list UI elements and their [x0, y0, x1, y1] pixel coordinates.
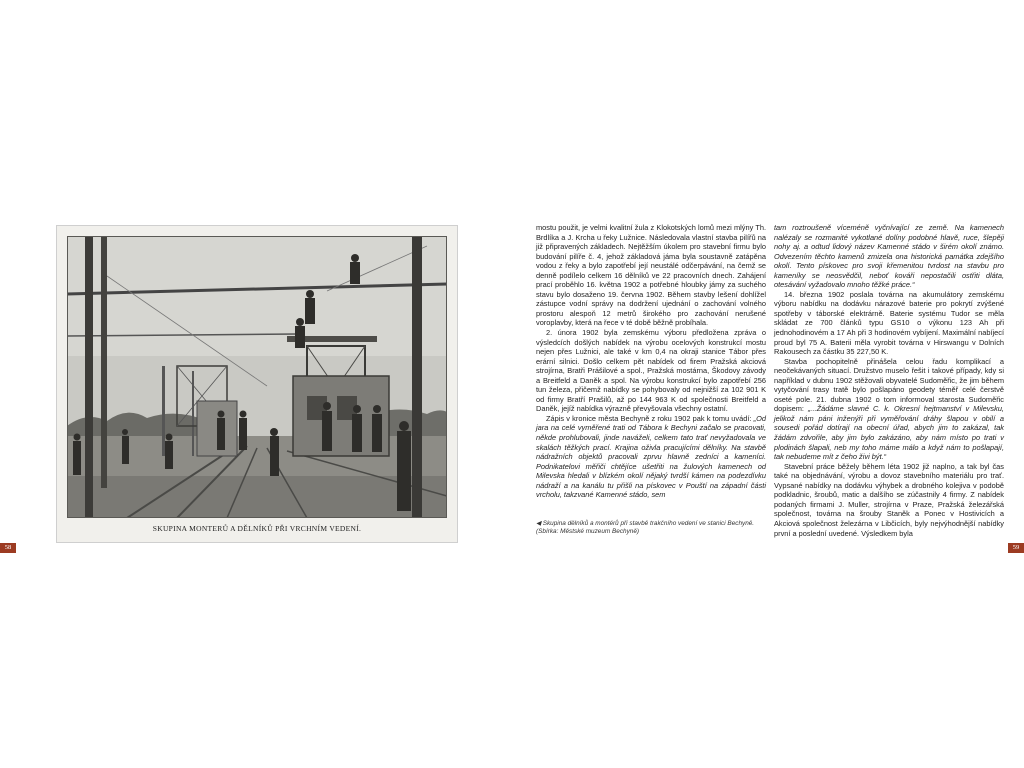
paragraph: mostu použit, je velmi kvalitní žula z Klokotských lomů mezi mlýny Th. Brdlíka a J. Krcha u řeky Lužnice. Následovala vlastní stavba pilířů na již připravených základech. Nejtěžším úkolem pro stavební firmu bylo budování pilíře č. 4, jehož základová jáma byla soustavně zatápěna vodou z řeky a bylo zapotřebí její neustálé odčerpávání, na čemž se denně podílelo celkem 16 dělníků ve 22 pracovních dnech. Zahájení prací proběhlo 16. května 1902 a potřebné hloubky jámy za suchého stavu bylo dosaženo 19. června 1902. Během stavby lešení dohlížel zástupce vodní správy na dodržení ujednání o zachování volného prostoru alespoň 12 metrů širokého pro zachování nerušené voroplavby, která na řece v té době běžně probíhala. [536, 223, 766, 328]
photo-caption: SKUPINA MONTERŮ A DĚLNÍKŮ PŘI VRCHNÍM VEDENÍ. [152, 524, 362, 533]
left-arrow-icon: ◀ [536, 520, 541, 527]
paragraph [536, 414, 766, 500]
chronicle-quote: „Od jara na celé vyměřené trati od Tábora k Bechyni začalo se pracovati, někde prohlubovali, jinde naváželi, celkem tato trať nevyžadovala ve skalách těžkých prací. Krajina oživla pracujícími dělníky. Na stavbě nádražních objektů pracovali zprvu hlavně zedníci a kameníci. Podnikatelovi měřiči chtějíce ušetřiti na žulových kamenech od Milevska hledali v blízkém okolí nějaký tvrdší kámen na podezdívku nádraží a na kanálu tu přišli na pískovec v Pouští na západní části vrcholu, takzvané Kamenné stádo, sem [536, 413, 766, 500]
paragraph-intro: Stavba pochopitelně přinášela celou řadu komplikací a neočekávaných situací. Družstvo muselo řešit i takové případy, kdy si například v dubnu 1902 stěžovali obyvatelé Sudoměřic, že jim během vytyčování trasy tratě bylo pošlapáno geodety téměř celé čerstvě oseté pole. 21. dubna 1902 o tom informoval starosta Sudoměřic dopisem: [774, 356, 1004, 414]
page-number-left: 58 [0, 543, 16, 553]
photo-note [536, 520, 766, 536]
photo-plate [56, 225, 458, 543]
paragraph-intro: Zápis v kronice města Bechyně z roku 1902 pak k tomu uvádí: [546, 413, 752, 423]
page-number-right: 59 [1008, 543, 1024, 553]
letter-quote: „...Žádáme slavné C. k. Okresní hejtmanství v Milevsku, jelikož nám páni inženýři při vyměřování dráhy šlapou v obilí a sousedi pořád dotírají na obecní úřad, abych jim to zakázal, tak žádám zdvořile, aby jim bylo zakázáno, aby nám místo po trati v plodinách šlapali, neb my toho máme málo a když nám to pošlapají, tak nebudeme mít z čeho živi být.“ [774, 404, 1004, 462]
paragraph [774, 357, 1004, 462]
text-column-1 [536, 223, 766, 500]
paragraph: 2. února 1902 byla zemskému výboru předložena zpráva o výsledcích došlých nabídek na výrobu ocelových konstrukcí mostu nejen přes Lužnici, ale také v km 0,4 na okraji stanice Tábor přes erární silnici. Došlo celkem pět nabídek od firem Pražská akciová strojírna, Bratři Prášilové a spol., Pražská mostárna, Škodovy závody a Breitfeld a Daněk a spol. Na výrobu konstrukcí bylo zapotřebí 256 tun železa, přičemž nabídky se pohybovaly od nejnižší za 102 901 K od firmy Bratří Prašilů, až po 144 963 K od společnosti Breitfeld a Daněk, jejíž nabídka výrazně převyšovala všechny ostatní. [536, 328, 766, 414]
historical-photo [67, 236, 447, 518]
photo-note-text: Skupina dělníků a montérů při stavbě trakčního vedení ve stanici Bechyně. (Sbírka: Městské muzeum Bechyně) [536, 520, 755, 536]
paragraph: 14. března 1902 poslala továrna na akumulátory zemskému výboru nabídku na dodávku nárazové baterie pro pokrytí zvýšené spotřeby v táborské elektrárně. Baterie systému Tudor se měla skládat ze 700 článků typu GS10 o výkonu 123 Ah při jednohodinovém a 17 Ah při 3 hodinovém vybíjení. Maximální nabíjecí proud byl 75 A. Baterii měla vyrobit továrna v Hirswangu v Dolních Rakousech za částku 35 227,50 K. [774, 289, 1004, 357]
text-column-2 [774, 223, 1004, 538]
paragraph: Stavební práce běžely během léta 1902 již naplno, a tak byl čas také na objednávání, výrobu a dovoz stavebního materiálu pro trať. Vypsané nabídky na dodávku výhybek a drobného kolejiva v podobě podkladnic, šroubů, matic a dalšího se zúčastnily 4 firmy. Z nabídek podaných firmami J. Muller, strojírna v Praze, Pražská železářská společnost, továrna na šrouby Staněk a Ponec v Hostivicích a Akciová společnost železárna v Libčicích, byly nejvýhodnější nabídky první a poslední uvedené. Výsledkem byla [774, 461, 1004, 538]
quote-continuation: tam roztroušeně víceméně vyčnívající ze země. Na kamenech nalézaly se rozmanité vykotlané dolíny podobné hlavě, ruce, šlepěji nohy aj. a odtud lidový název Kamenné stádo v širém okolí známo. Odvezením těchto kamenů zmizela ona historická památka zdejšího okolí. Tento pískovec pro svoji křemenitou tvrdost na stavbu pro kameníky se neosvědčil, neboť kováři nepostačili ostřiti dláta, otesávání vyžadovalo mnoho těžké práce.“ [774, 223, 1004, 290]
